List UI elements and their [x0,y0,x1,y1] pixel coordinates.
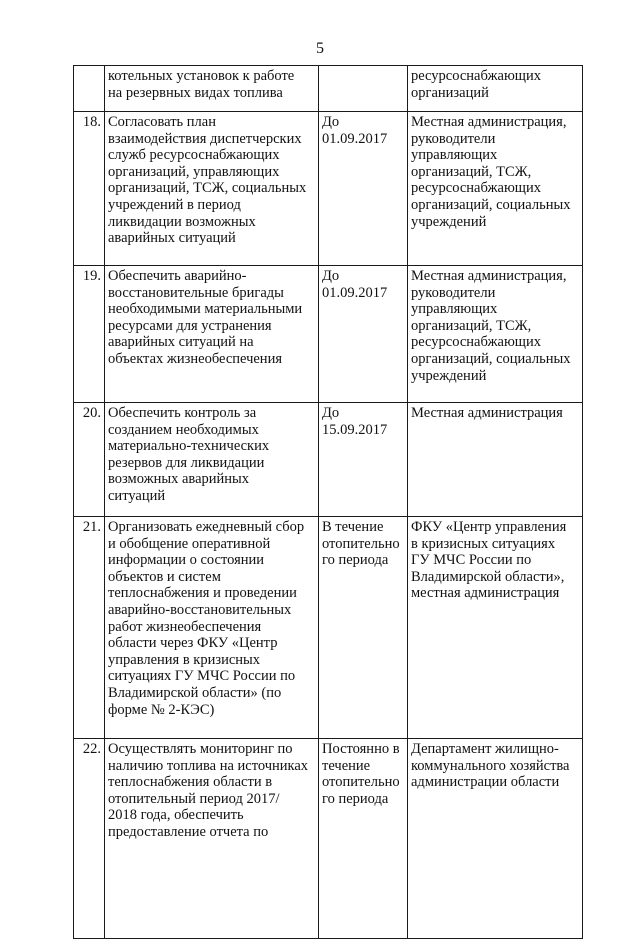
responsible-text-line: Местная администрация, [411,114,567,130]
table-body [74,66,583,939]
action-text-line: наличию топлива на источниках [108,757,309,774]
table-row [74,739,583,939]
action-text-line: Владимирской области» (по [108,684,282,701]
responsible-text-line: руководители [411,130,496,147]
deadline-text-line: Постоянно в [322,741,400,757]
action-text-line: Организовать ежедневный сбор [108,519,305,535]
action-text-line: аварийно-восстановительных [108,601,292,618]
deadline-text-line: До [322,405,340,421]
table-row [74,266,583,403]
action-cell [105,66,319,112]
action-text-line: резервов для ликвидации [108,454,265,471]
responsible-cell [408,112,583,266]
action-text-line: области через ФКУ «Центр [108,635,278,652]
responsible-text-line: ресурсоснабжающих [411,68,541,84]
deadline-text-line: го периода [322,790,389,807]
action-text-line: ресурсами для устранения [108,317,272,334]
deadline-cell [319,266,408,403]
deadline-cell [319,517,408,739]
deadline-text-line: го периода [322,552,389,569]
action-text-line: теплоснабжения области в [108,774,273,791]
responsible-text-line: управляющих [411,301,498,318]
responsible-text-line: учреждений [411,213,487,230]
responsible-text-line: ресурсоснабжающих [411,180,541,197]
action-text-line: Обеспечить аварийно- [108,268,247,284]
action-text-line: на резервных видах топлива [108,84,283,101]
row-number-cell: 22. [74,739,105,939]
row-number-cell: 21. [74,517,105,739]
deadline-text-line: течение [322,757,371,774]
action-text-line: ликвидации возможных [108,213,256,230]
deadline-text-line: 15.09.2017 [322,421,388,438]
action-text-line: теплоснабжения и проведении [108,585,297,602]
table-row [74,403,583,517]
deadline-cell [319,112,408,266]
action-text-line: работ жизнеобеспечения [108,618,262,635]
action-text-line: служб ресурсоснабжающих [108,147,280,164]
responsible-text-line: Местная администрация, [411,268,567,284]
deadline-text-line: 01.09.2017 [322,130,388,147]
responsible-cell [408,517,583,739]
action-text-line: аварийных ситуаций на [108,334,254,351]
action-cell [105,266,319,403]
table-row [74,517,583,739]
deadline-cell [319,403,408,517]
action-text-line: созданием необходимых [108,421,259,438]
responsible-text-line: Владимирской области», [411,568,565,585]
action-text-line: взаимодействия диспетчерских [108,130,302,147]
responsible-text-line: ГУ МЧС России по [411,552,532,569]
responsible-text-line: ресурсоснабжающих [411,334,541,351]
action-text-line: форме № 2-КЭС) [108,701,215,718]
action-text-line: Согласовать план [108,114,216,130]
deadline-text-line: До [322,268,340,284]
plan-table [73,65,583,939]
action-cell [105,739,319,939]
deadline-text-line: отопительно [322,535,400,552]
action-text-line: предоставление отчета по [108,823,269,840]
row-number-cell: 19. [74,266,105,403]
responsible-text-line: организаций [411,84,489,101]
action-text-line: объектах жизнеобеспечения [108,350,282,367]
responsible-text-line: руководители [411,284,496,301]
action-text-line: объектов и систем [108,568,221,585]
action-text-line: информации о состоянии [108,552,265,569]
responsible-cell [408,403,583,517]
action-text-line: организаций, управляющих [108,163,280,180]
deadline-text-line: В течение [322,519,384,535]
action-text-line: возможных аварийных [108,471,250,488]
action-text-line: ситуациях ГУ МЧС России по [108,668,296,685]
action-cell [105,517,319,739]
row-number-cell: 20. [74,403,105,517]
page-number: 5 [316,40,324,57]
responsible-text-line: организаций, социальных [411,196,571,213]
responsible-cell [408,266,583,403]
row-number-cell: 18. [74,112,105,266]
action-text-line: восстановительные бригады [108,284,284,301]
responsible-text-line: коммунального хозяйства [411,757,570,774]
responsible-text-line: Местная администрация [411,405,563,421]
action-text-line: ситуаций [108,487,166,504]
responsible-cell [408,739,583,939]
deadline-cell [319,66,408,112]
responsible-text-line: организаций, ТСЖ, [411,317,532,334]
action-text-line: и обобщение оперативной [108,535,271,552]
deadline-text-line: 01.09.2017 [322,284,388,301]
action-text-line: Обеспечить контроль за [108,405,257,421]
action-text-line: отопительный период 2017/ [108,790,280,807]
action-text-line: Осуществлять мониторинг по [108,741,293,757]
responsible-text-line: Департамент жилищно- [411,741,559,757]
action-text-line: котельных установок к работе [108,68,295,84]
action-cell [105,112,319,266]
responsible-text-line: администрации области [411,774,560,791]
action-cell [105,403,319,517]
action-text-line: необходимыми материальными [108,301,303,318]
deadline-cell [319,739,408,939]
responsible-text-line: ФКУ «Центр управления [411,519,567,535]
responsible-text-line: в кризисных ситуациях [411,535,556,552]
responsible-text-line: учреждений [411,367,487,384]
action-text-line: материально-технических [108,438,270,455]
action-text-line: организаций, ТСЖ, социальных [108,180,307,197]
action-text-line: 2018 года, обеспечить [108,807,244,824]
row-number-cell [74,66,105,112]
responsible-text-line: организаций, социальных [411,350,571,367]
action-text-line: управления в кризисных [108,651,261,668]
responsible-text-line: управляющих [411,147,498,164]
deadline-text-line: отопительно [322,774,400,791]
deadline-text-line: До [322,114,340,130]
action-text-line: учреждений в период [108,196,241,213]
table-row [74,66,583,112]
action-text-line: аварийных ситуаций [108,230,236,247]
responsible-text-line: организаций, ТСЖ, [411,163,532,180]
responsible-cell [408,66,583,112]
table-row [74,112,583,266]
responsible-text-line: местная администрация [411,585,560,602]
